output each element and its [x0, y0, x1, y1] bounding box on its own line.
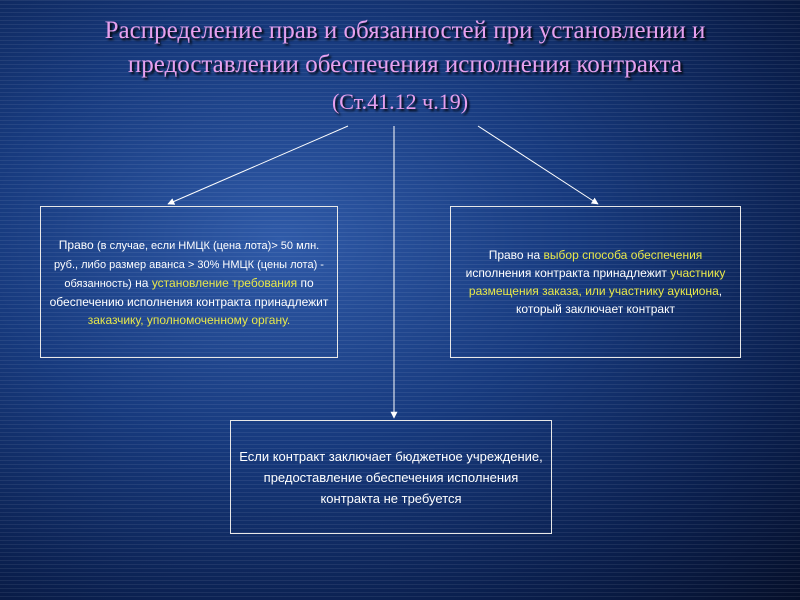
budget-institution-text: Если контракт заключает бюджетное учреждение, предоставление обеспечения исполнения контракта не требуется: [239, 448, 543, 506]
article-reference: (Ст.41.12 ч.19): [331, 89, 469, 114]
highlight-customer: заказчику, уполномоченному органу.: [87, 312, 291, 327]
participant-rights-text: [451, 246, 740, 318]
text-right-on: Право на: [488, 248, 544, 262]
highlight-requirement: установление требования: [151, 275, 298, 290]
title-line-1: Распределение прав и обязанностей при установлении и: [104, 17, 706, 44]
customer-rights-box: [40, 206, 338, 358]
title-line-2: предоставлении обеспечения исполнения контракта: [127, 51, 683, 78]
text-contract: , который заключает контракт: [516, 284, 723, 316]
participant-rights-box: [450, 206, 741, 358]
budget-institution-box: [230, 420, 552, 534]
arrow-to-right-box: [478, 126, 598, 204]
highlight-participant: участнику размещения заказа, или участнику аукциона: [468, 266, 726, 298]
highlight-choice: выбор способа обеспечения: [543, 248, 703, 262]
text-belongs: исполнения контракта принадлежит: [465, 266, 671, 280]
text-condition: (в случае, если НМЦК (цена лота)> 50 млн. руб., либо размер аванса > 30% НМЦК (цены лота) - обязанность): [54, 239, 324, 290]
customer-rights-text: [41, 236, 337, 329]
arrow-to-left-box: [168, 126, 348, 204]
text-belongs: по обеспечению исполнения контракта принадлежит: [49, 275, 329, 309]
text-on: на: [131, 275, 152, 290]
text-right: Право: [58, 237, 97, 252]
